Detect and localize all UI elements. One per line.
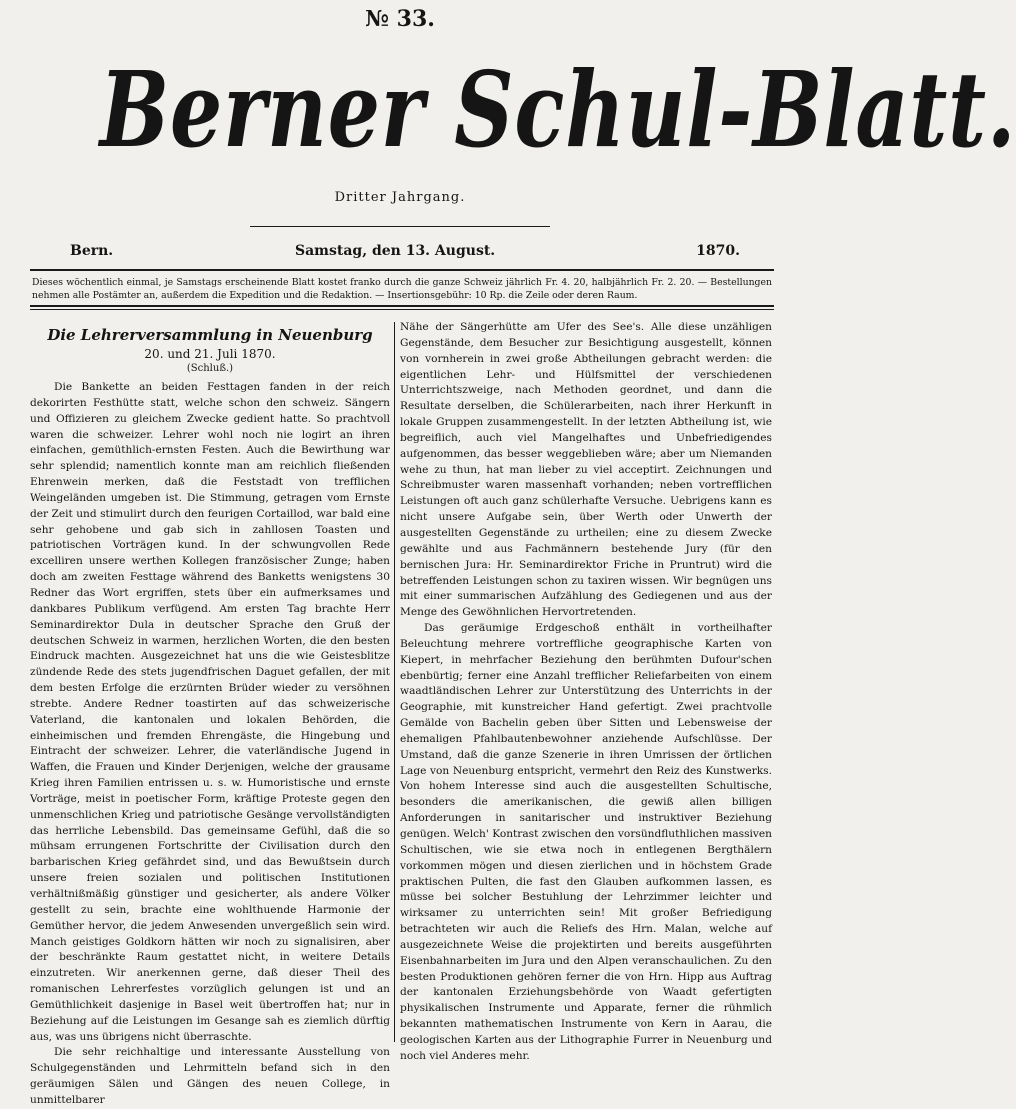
volume-line: Dritter Jahrgang. — [334, 190, 466, 205]
year: 1870. — [696, 243, 740, 259]
divider-bottom — [30, 305, 774, 307]
paragraph: Die Bankette an beiden Festtagen fanden in der reich dekorirten Festhütte statt, welche schon den schweiz. Sängern und Offizieren zu gleichem Zwecke gedient hatte. So prachtvoll waren die schweizer. Lehrer wohl noch nie logirt an ihren einfachen, gemüthlich-ernsten Festen. Auch die Bewirthung war sehr splendid; namentlich konnte man am reichlich fließenden Ehrenwein merken, daß die Feststadt von trefflichen Weingeländen umgeben ist. Die Stimmung, getragen vom Ernste der Zeit und stimulirt durch den feurigen Cortaillod, war bald eine sehr gehobene und gab sich in zahllosen Toasten und patriotischen Vorträgen kund. In der schwungvollen Rede excelliren unsere werthen Kollegen französischer Zunge; haben doch am zweiten Festtage während des Banketts wenigstens 30 Redner das Wort ergriffen, stets über ein aufmerksames und dankbares Publikum verfügend. Am ersten Tag brachte Herr Seminardirektor Dula in deutscher Sprache den Gruß der deutschen Schweiz in warmen, herzlichen Worten, die den besten Eindruck machten. Ausgezeichnet hat uns die wie Geistesblitze zündende Rede des stets jugendfrischen Daguet gefallen, der mit dem besten Erfolge die erzürnten Brüder wieder zu versöhnen strebte. Andere Redner toastirten auf das schweizerische Vaterland, die kantonalen und lokalen Behörden, die einheimischen und fremden Ehrengäste, die Hingebung und Eintracht der schweizer. Lehrer, die vaterländische Jugend in Waffen, die Frauen und Kinder Derjenigen, welche der grausame Krieg ihren Familien entrissen u. s. w. Humoristische und ernste Vorträge, meist in poetischer Form, kräftige Proteste gegen den unmenschlichen Krieg und patriotische Gesänge vervollständigten das herrliche Lebensbild. Das gemeinsame Gefühl, daß die so mühsam errungenen Fortschritte der Civilisation durch den barbarischen Krieg gefährdet sind, und das Bewußtsein durch unsere freien sozialen und politischen Institutionen verhältnißmäßig günstiger und gesicherter, als andere Völker gestellt zu sein, brachte eine wohlthuende Harmonie der Gemüther hervor, die jedem Anwesenden unvergeßlich sein wird. Manch geistiges Goldkorn hätten wir noch zu signalisiren, aber der beschränkte Raum gestattet nicht, in weitere Details einzutreten. Wir anerkennen gerne, daß dieser Theil des romanischen Lehrerfestes vorzüglich gelungen ist und an Gemüthlichkeit dasjenige in Basel weit übertroffen hat; nur in Beziehung auf die Leistungen im Gesange sah es ziemlich dürftig aus, was uns übrigens nicht überraschte. — [30, 381, 390, 1043]
paragraph: Das geräumige Erdgeschoß enthält in vortheilhafter Beleuchtung mehrere vortreffliche geographische Karten von Kiepert, in mehrfacher Beziehung den berühmten Dufour'schen ebenbürtig; ferner eine Anzahl trefflicher Reliefarbeiten von einem waadtländischen Lehrer zur Unterstützung des Unterrichts in der Geographie, mit kunstreicher Hand gefertigt. Zwei prachtvolle Gemälde von Bachelin geben über Sitten und Lebensweise der ehemaligen Pfahlbautenbewohner anziehende Aufschlüsse. Der Umstand, daß die ganze Szenerie in ihren Umrissen der örtlichen Lage von Neuenburg entspricht, vermehrt den Reiz des Kunstwerks. Von hohem Interesse sind auch die ausgestellten Schultische, besonders die amerikanischen, die gewiß allen billigen Anforderungen in sanitarischer und instruktiver Beziehung genügen. Welch' Kontrast zwischen den vorsündfluthlichen massiven Schultischen, wie sie etwa noch in entlegenen Bergthälern vorkommen mögen und diesen zierlichen und in höchstem Grade praktischen Pulten, die fast den Glauben aufkommen lassen, es müsse bei solcher Bestuhlung der Lehrzimmer leichter und wirksamer zu unterrichten sein! Mit großer Befriedigung betrachteten wir auch die Reliefs des Hrn. Malan, welche auf ausgezeichnete Weise die projektirten und bereits ausgeführten Eisenbahnarbeiten im Jura und den Alpen veranschaulichen. Zu den besten Produktionen gehören ferner die von Hrn. Hipp aus Auftrag der kantonalen Erziehungsbehörde von Waadt gefertigten physikalischen Instrumente und Apparate, ferner die rühmlich bekannten mathematischen Instrumente von Kern in Aarau, die geologischen Karten aus der Lithographie Furrer in Neuenburg und noch viel Anderes mehr. — [400, 622, 772, 1062]
subscription-terms: Dieses wöchentlich einmal, je Samstags erscheinende Blatt kostet franko durch die ganze Schweiz jährlich Fr. 4. 20, halbjährlich Fr. 2. 20. — Bestellungen nehmen alle Postämter an, außerdem die Expedition und die Redaktion. — Insertionsgebühr: 10 Rp. die Zeile oder deren Raum. — [32, 277, 772, 301]
paragraph: Nähe der Sängerhütte am Ufer des See's. Alle diese unzähligen Gegenstände, dem Besucher zur Besichtigung ausgestellt, können von vornherein in zwei große Abtheilungen gebracht werden: die eigentlichen Lehr- und Hülfsmittel der verschiedenen Unterrichtszweige, nach Methoden geordnet, und dann die Resultate derselben, die Schülerarbeiten, nach ihrer Herkunft in lokale Gruppen zusammengestellt. In der letzten Abtheilung ist, wie begreiflich, auch viel Mangelhaftes und Unbefriedigendes aufgenommen, das besser weggeblieben wäre; aber um Niemanden wehe zu thun, hat man lieber zu viel acceptirt. Zeichnungen und Schreibmuster waren massenhaft vorhanden; neben vortrefflichen Leistungen oft auch ganz schülerhafte Versuche. Uebrigens kann es nicht unsere Aufgabe sein, über Werth oder Unwerth der ausgestellten Gegenstände zu urtheilen; eine zu diesem Zwecke gewählte und aus Fachmännern bestehende Jury (für den bernischen Jura: Hr. Seminardirektor Friche in Pruntrut) wird die betreffenden Leistungen schon zu taxiren wissen. Wir begnügen uns mit einer summarischen Aufzählung des Gediegenen und aus der Menge des Gewöhnlichen Hervortretenden. — [400, 321, 772, 619]
dateline — [70, 243, 740, 265]
place: Bern. — [70, 243, 114, 259]
issue-number: № 33. — [365, 6, 435, 32]
divider-top — [30, 269, 774, 271]
left-column — [30, 320, 390, 1109]
article-title: Die Lehrerversammlung in Neuenburg — [47, 326, 373, 344]
short-divider — [250, 226, 550, 227]
masthead-title: Berner Schul-Blatt. — [99, 48, 1016, 171]
article-dates: 20. und 21. Juli 1870. — [144, 347, 276, 361]
issue-date: Samstag, den 13. August. — [295, 243, 496, 259]
column-divider — [394, 322, 395, 1042]
paragraph: Die sehr reichhaltige und interessante Ausstellung von Schulgegenständen und Lehrmitteln befand sich in den geräumigen Sälen und Gängen des neuen College, in unmittelbarer — [30, 1046, 390, 1106]
right-column — [400, 320, 772, 1065]
divider-bottom-thin — [30, 309, 774, 310]
article-note: (Schluß.) — [186, 363, 234, 374]
